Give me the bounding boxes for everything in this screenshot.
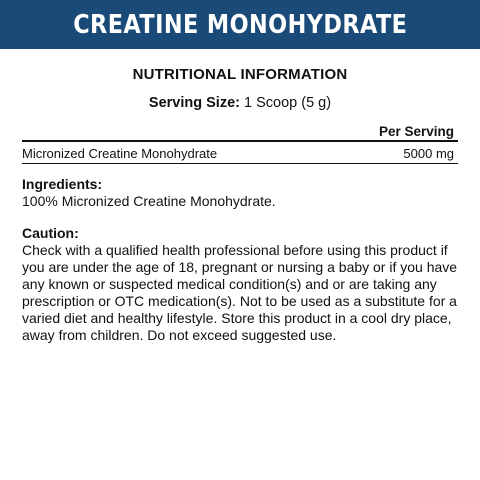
serving-size-label: Serving Size: [148,95,240,111]
serving-size [0,95,480,111]
serving-size-value: 1 Scoop (5 g) [239,95,332,111]
nutrient-name: Micronized Creatine Monohydrate [22,146,218,161]
ingredients-label: Ingredients: [22,176,103,192]
caution-text: Check with a qualified health professional before using this product if you are under the age of 18, pregnant or nursing a baby or if you have any known or suspected medical condition(s) and or are taking any prescription or OTC medication(s). Not to be used as a substitute for a varied diet and healthy lifestyle. Store this product in a cool dry place, away from children. Do not exceed suggested use. [22,242,458,343]
per-serving-header: Per Serving [378,124,454,139]
ingredients-text: 100% Micronized Creatine Monohydrate. [22,193,276,209]
panel-title: NUTRITIONAL INFORMATION [132,66,348,83]
product-banner [0,0,480,49]
header-divider [22,140,458,142]
nutrient-row [22,146,458,162]
row-divider [22,163,458,164]
caution-label: Caution: [22,225,79,241]
nutrient-amount: 5000 mg [403,146,454,161]
product-title: CREATINE MONOHYDRATE [72,9,408,40]
